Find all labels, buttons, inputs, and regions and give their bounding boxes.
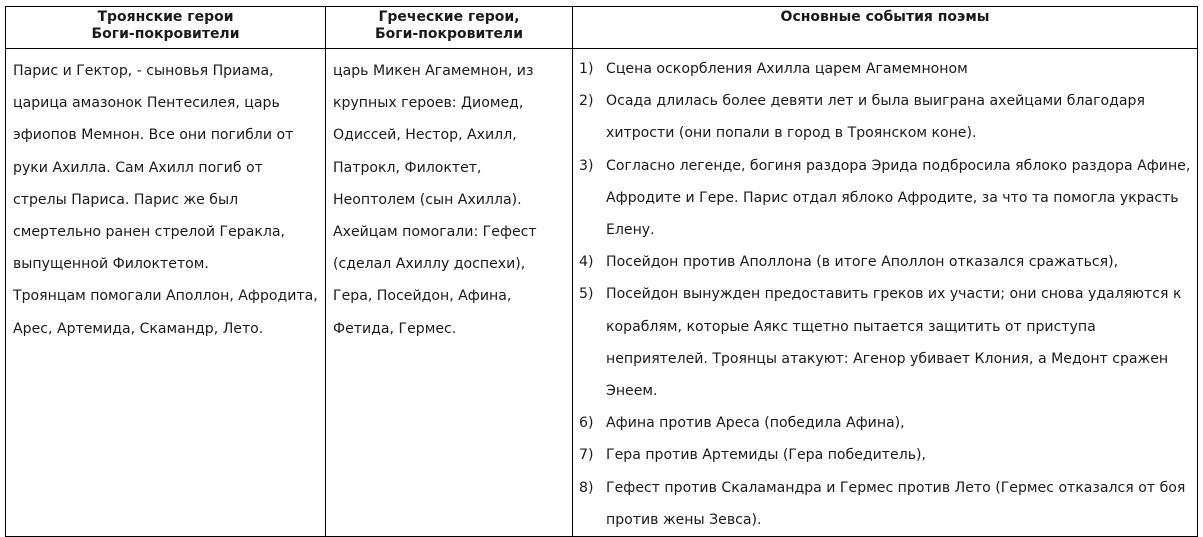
list-item [579, 278, 1191, 407]
list-item [579, 85, 1191, 149]
event-number: 7) [579, 447, 594, 464]
event-text: Афина против Ареса (победила Афина), [606, 415, 905, 432]
greek-gods-text: Ахейцам помогали: Гефест (сделал Ахиллу доспехи), Гера, Посейдон, Афина, Фетида, Гермес. [333, 224, 537, 337]
events-list [579, 53, 1191, 536]
list-item [579, 53, 1191, 85]
event-text: Осада длилась более девяти лет и была выиграна ахейцами благодаря хитрости (они попали в город в Троянском коне). [606, 93, 1145, 142]
list-item [579, 246, 1191, 278]
event-text: Сцена оскорбления Ахилла царем Агамемноном [606, 61, 968, 77]
header-greek [326, 7, 573, 49]
event-number: 3) [579, 157, 594, 174]
events-cell [573, 49, 1198, 537]
header-events [573, 7, 1198, 49]
event-number: 5) [579, 286, 594, 303]
event-text: Согласно легенде, богиня раздора Эрида подбросила яблоко раздора Афине, Афродите и Гере. Парис отдал яблоко Афродите, за что та помогла украсть Елену. [606, 157, 1191, 239]
header-events-line1: Основные события поэмы [780, 9, 990, 25]
list-item [579, 150, 1191, 247]
event-number: 4) [579, 254, 594, 271]
header-greek-line2: Боги-покровители [375, 26, 523, 42]
event-number: 8) [579, 479, 594, 496]
trojan-gods-text: Троянцам помогали Аполлон, Афродита, Арес, Артемида, Скамандр, Лето. [13, 288, 318, 337]
event-number: 6) [579, 415, 594, 432]
header-greek-line1: Греческие герои, [378, 9, 520, 25]
trojan-cell [6, 49, 326, 537]
header-trojan-line2: Боги-покровители [91, 26, 240, 42]
trojan-heroes-text: Парис и Гектор, - сыновья Приама, царица амазонок Пентесилея, царь эфиопов Мемнон. Все они погибли от руки Ахилла. Сам Ахилл погиб от стрелы Париса. Парис же был смертельно ранен стрелой Геракла, выпущенной Филоктетом. [13, 63, 294, 273]
event-number: 1) [579, 61, 594, 77]
list-item [579, 472, 1191, 536]
greek-cell [326, 49, 573, 537]
event-text: Посейдон вынужден предоставить греков их участи; они снова удаляются к кораблям, которые Аякс тщетно пытается защитить от приступа неприятелей. Троянцы атакуют: Агенор убивает Клония, а Медонт сражен Энеем. [606, 286, 1182, 400]
content-row [6, 49, 1198, 537]
event-text: Гефест против Скаламандра и Гермес против Лето (Гермес отказался от боя против жены Зевса). [606, 479, 1186, 528]
event-text: Гера против Артемиды (Гера победитель), [606, 447, 926, 464]
event-text: Посейдон против Аполлона (в итоге Аполлон отказался сражаться), [606, 254, 1119, 271]
greek-heroes-text: царь Микен Агамемнон, из крупных героев: Диомед, Одиссей, Нестор, Ахилл, Патрокл, Филоктет, Неоптолем (сын Ахилла). [333, 63, 534, 208]
header-trojan-line1: Троянские герои [97, 9, 234, 25]
list-item [579, 439, 1191, 471]
list-item [579, 407, 1191, 439]
header-trojan [6, 7, 326, 49]
heroes-table [5, 6, 1198, 537]
event-number: 2) [579, 93, 594, 110]
header-row [6, 7, 1198, 49]
